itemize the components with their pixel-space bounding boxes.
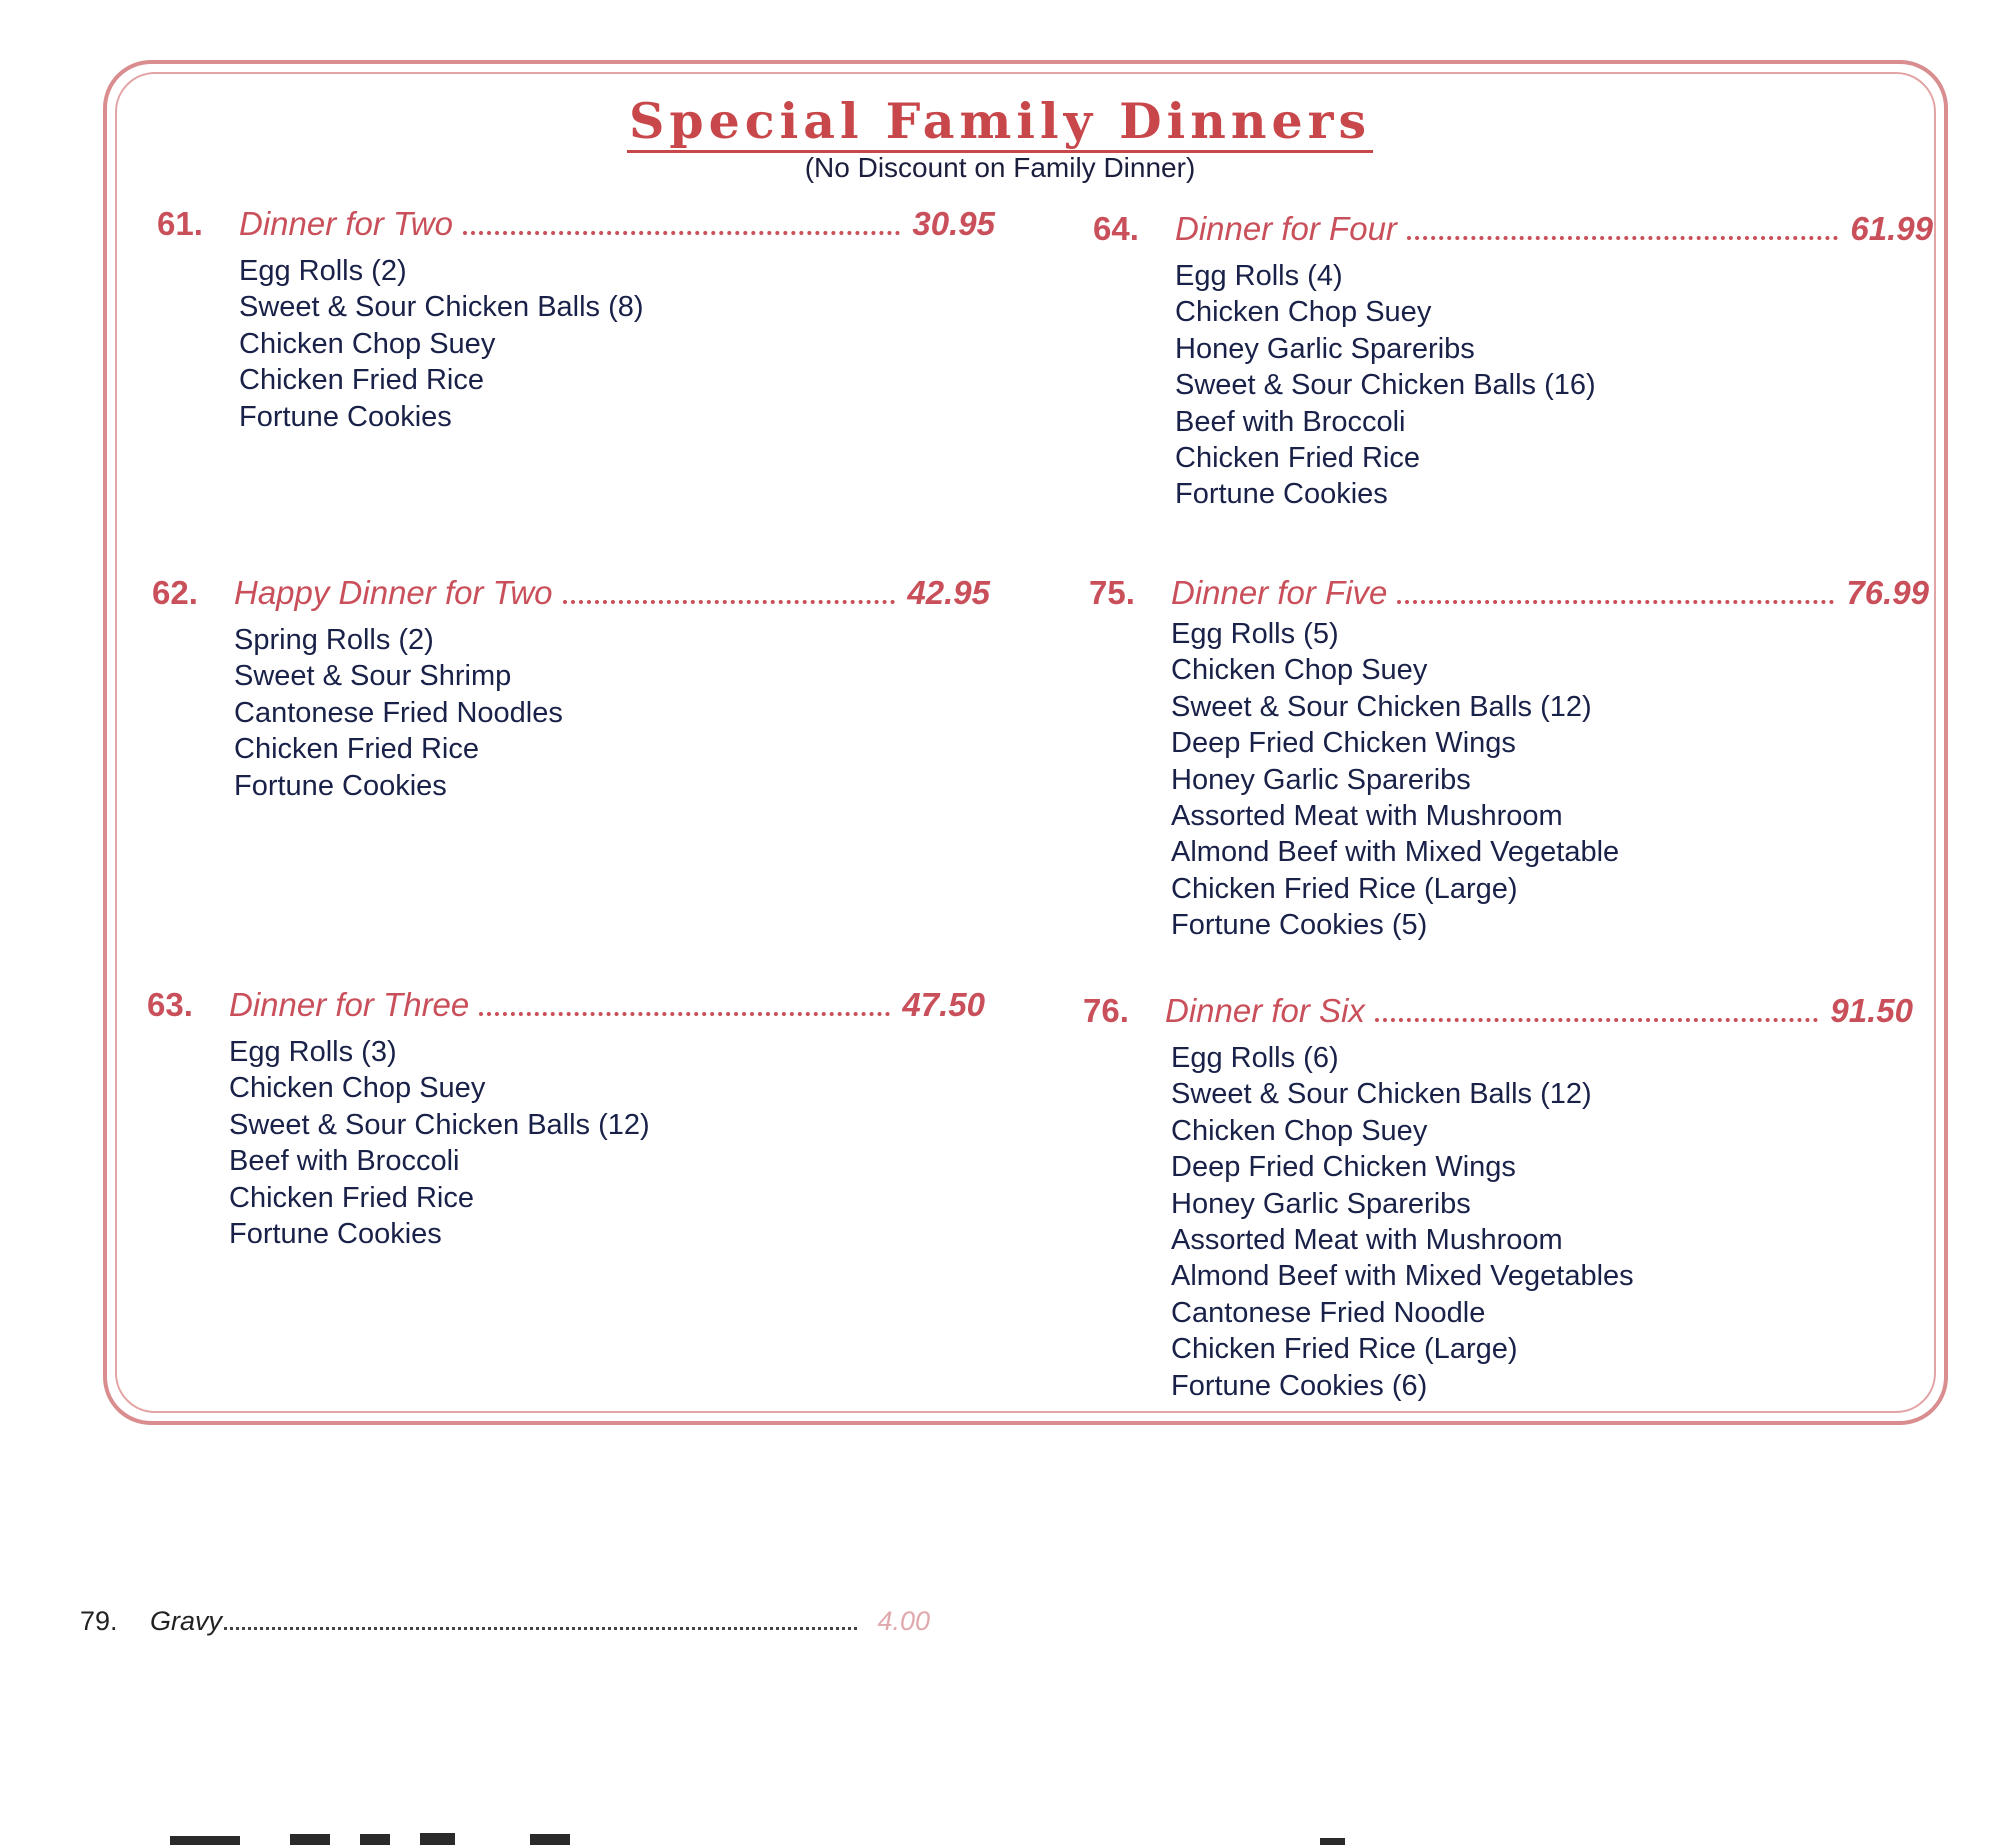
list-item: Egg Rolls (6) — [1171, 1042, 1339, 1074]
page-title: Special Family Dinners — [0, 92, 2000, 150]
list-item: Sweet & Sour Chicken Balls (12) — [1171, 1078, 1592, 1111]
item-number: 61. — [157, 205, 203, 242]
item-contents — [1175, 258, 1933, 513]
item-price: 47.50 — [902, 986, 985, 1023]
list-item: Chicken Fried Rice — [234, 733, 479, 766]
list-item: Fortune Cookies — [234, 769, 447, 802]
item-price: 42.95 — [907, 574, 990, 611]
item-number: 64. — [1093, 210, 1139, 247]
item-number: 76. — [1083, 992, 1129, 1029]
menu-item-62 — [152, 574, 990, 804]
item-name: Dinner for Three — [229, 986, 470, 1023]
list-item: Honey Garlic Spareribs — [1175, 332, 1475, 365]
item-price: 76.99 — [1846, 574, 1929, 611]
list-item: Chicken Chop Suey — [1171, 1114, 1428, 1147]
list-item: Almond Beef with Mixed Vegetable — [1171, 836, 1620, 869]
list-item: Chicken Fried Rice — [1175, 441, 1420, 474]
list-item: Sweet & Sour Chicken Balls (8) — [239, 291, 644, 324]
item-name: Dinner for Six — [1165, 992, 1365, 1029]
list-item: Chicken Chop Suey — [1175, 296, 1432, 329]
list-item: Chicken Fried Rice — [239, 364, 484, 397]
dot-leader — [1375, 1018, 1819, 1022]
item-contents — [229, 1034, 985, 1252]
list-item: Honey Garlic Spareribs — [1171, 1187, 1471, 1220]
item-price: 91.50 — [1830, 992, 1913, 1029]
item-price: 30.95 — [912, 205, 995, 242]
page-subtitle: (No Discount on Family Dinner) — [804, 152, 1196, 183]
list-item: Beef with Broccoli — [1175, 405, 1406, 438]
list-item: Sweet & Sour Chicken Balls (12) — [1171, 690, 1592, 723]
item-contents — [239, 253, 995, 435]
list-item: Chicken Fried Rice (Large) — [1171, 1333, 1518, 1366]
list-item: Sweet & Sour Chicken Balls (12) — [229, 1108, 650, 1141]
dot-leader — [1407, 236, 1838, 240]
list-item: Spring Rolls (2) — [234, 624, 434, 656]
dot-leader — [1397, 600, 1834, 604]
list-item: Assorted Meat with Mushroom — [1171, 799, 1563, 832]
dot-leader — [563, 600, 896, 604]
list-item: Honey Garlic Spareribs — [1171, 763, 1471, 796]
list-item: Chicken Fried Rice — [229, 1181, 474, 1214]
menu-item-76 — [1083, 992, 1913, 1404]
list-item: Almond Beef with Mixed Vegetables — [1171, 1260, 1634, 1293]
list-item: Sweet & Sour Chicken Balls (16) — [1175, 369, 1596, 402]
dot-leader — [224, 1627, 857, 1630]
list-item: Egg Rolls (4) — [1175, 260, 1343, 292]
list-item: Deep Fried Chicken Wings — [1171, 1151, 1516, 1184]
list-item: Beef with Broccoli — [229, 1145, 460, 1178]
item-name: Dinner for Four — [1175, 210, 1397, 247]
item-name: Dinner for Two — [239, 205, 453, 242]
item-number: 79. — [80, 1606, 118, 1636]
list-item: Chicken Chop Suey — [239, 327, 496, 360]
list-item: Fortune Cookies — [1175, 478, 1388, 511]
item-name: Gravy — [150, 1606, 223, 1636]
menu-item-64 — [1093, 210, 1933, 513]
dot-leader — [463, 231, 900, 235]
item-number: 63. — [147, 986, 193, 1023]
item-price: 61.99 — [1850, 210, 1933, 247]
menu-item-61 — [157, 205, 995, 435]
menu-item-75 — [1089, 574, 1929, 944]
list-item: Egg Rolls (3) — [229, 1036, 397, 1068]
cropped-heading-fragment — [170, 1830, 1370, 1845]
list-item: Fortune Cookies (5) — [1171, 909, 1428, 942]
list-item: Egg Rolls (5) — [1171, 618, 1339, 650]
list-item: Cantonese Fried Noodle — [1171, 1296, 1486, 1329]
list-item: Fortune Cookies — [239, 400, 452, 433]
item-contents — [1171, 616, 1929, 944]
list-item: Assorted Meat with Mushroom — [1171, 1223, 1563, 1256]
list-item: Deep Fried Chicken Wings — [1171, 727, 1516, 760]
list-item: Chicken Fried Rice (Large) — [1171, 872, 1518, 905]
menu-item-79 — [80, 1606, 930, 1637]
list-item: Chicken Chop Suey — [229, 1072, 486, 1105]
item-number: 62. — [152, 574, 198, 611]
list-item: Fortune Cookies — [229, 1217, 442, 1250]
item-price: 4.00 — [877, 1606, 930, 1636]
menu-item-63 — [147, 986, 985, 1252]
item-name: Happy Dinner for Two — [234, 574, 553, 611]
list-item: Fortune Cookies (6) — [1171, 1369, 1428, 1402]
list-item: Sweet & Sour Shrimp — [234, 660, 512, 693]
list-item: Cantonese Fried Noodles — [234, 696, 563, 729]
item-contents — [1171, 1040, 1913, 1404]
dot-leader — [479, 1012, 890, 1016]
list-item: Chicken Chop Suey — [1171, 654, 1428, 687]
item-name: Dinner for Five — [1171, 574, 1388, 611]
item-number: 75. — [1089, 574, 1135, 611]
list-item: Egg Rolls (2) — [239, 255, 407, 287]
item-contents — [234, 622, 990, 804]
